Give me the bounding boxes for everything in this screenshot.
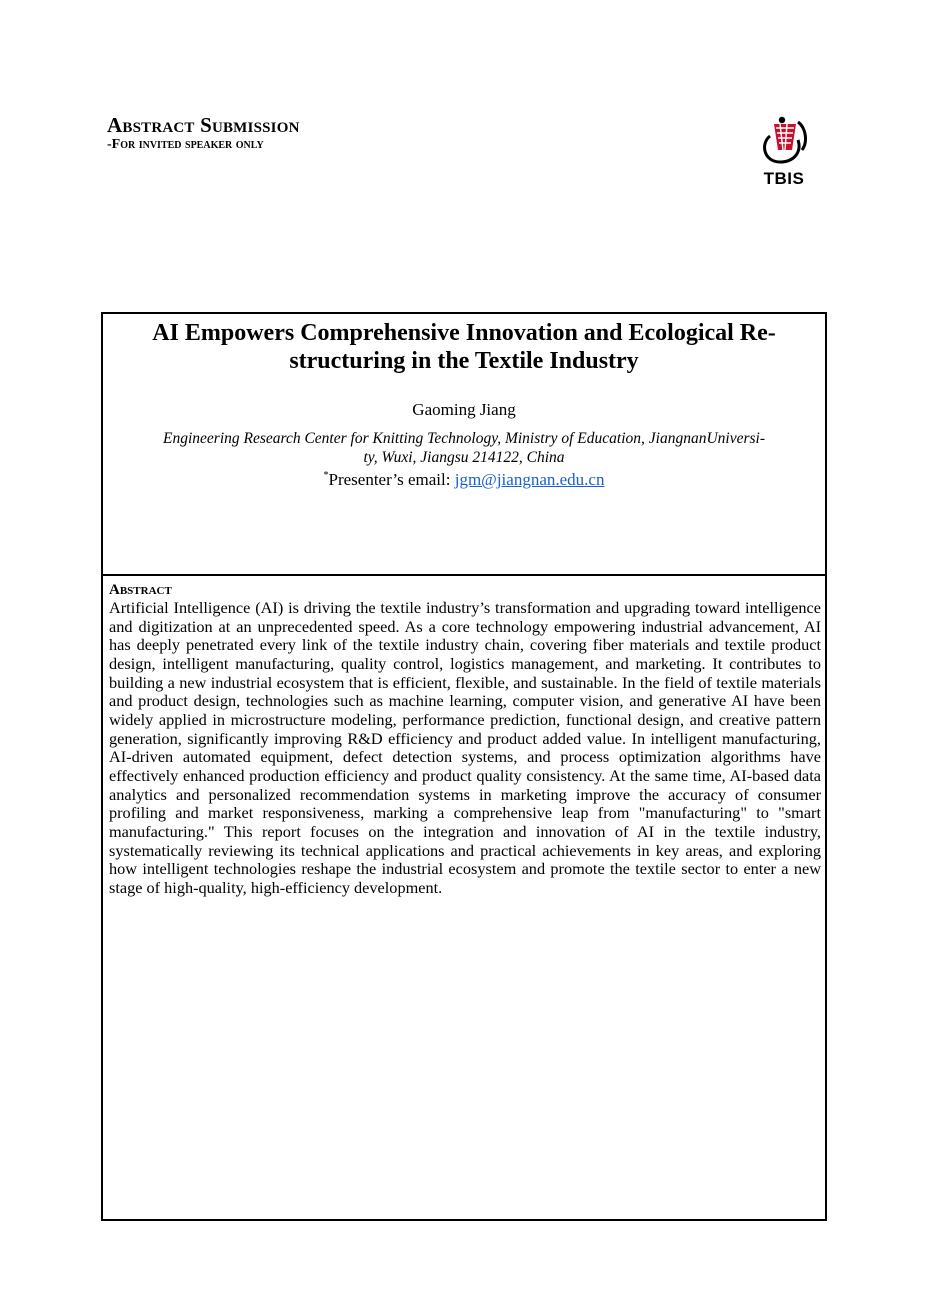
submission-title: Abstract Submission	[107, 113, 300, 137]
abstract-text: Artificial Intelligence (AI) is driving the textile industry’s transformation and upgrading toward intelligence and digitization at an unprecedented speed. As a core technology empowering industrial advancement, AI has deeply penetrated every link of the textile industry chain, covering fiber materials and textile product design, intelligent manufacturing, quality control, logistics management, and marketing. It contributes to building a new industrial ecosystem that is efficient, flexible, and sustainable. In the field of textile materials and product design, technologies such as machine learning, computer vision, and generative AI have been widely applied in microstructure modeling, performance prediction, functional design, and creative pattern generation, significantly improving R&D efficiency and product added value. In intelligent manufacturing, AI-driven automated equipment, defect detection systems, and process optimization algorithms have effectively enhanced production efficiency and product quality consistency. At the same time, AI-based data analytics and personalized recommendation systems in marketing improve the accuracy of consumer profiling and market responsiveness, marking a comprehensive leap from "manufacturing" to "smart manufacturing." This report focuses on the integration and innovation of AI in the textile industry, systematically reviewing its technical applications and practical achievements in key areas, and exploring how intelligent technologies reshape the industrial ecosystem and promote the textile sector to enter a new stage of high-quality, high-efficiency development.	[109, 598, 821, 897]
email-marker: *	[323, 470, 329, 481]
abstract-box	[101, 574, 827, 1221]
paper-info-box	[101, 312, 827, 576]
affiliation-line2: ty, Wuxi, Jiangsu 214122, China	[363, 449, 565, 466]
tbis-logo	[752, 114, 816, 192]
affiliation-line1: Engineering Research Center for Knitting Technology, Ministry of Education, JiangnanUniversi-	[163, 430, 765, 447]
presenter-email-line	[103, 466, 825, 490]
abstract-label: Abstract	[109, 582, 172, 598]
author-name: Gaoming Jiang	[412, 400, 516, 419]
email-link[interactable]: jgm@jiangnan.edu.cn	[454, 470, 605, 489]
affiliation	[103, 429, 825, 467]
paper-title	[103, 319, 825, 375]
email-label: Presenter’s email:	[328, 470, 455, 489]
paper-title-line1: AI Empowers Comprehensive Innovation and Ecological Re-	[152, 320, 776, 346]
submission-header	[107, 114, 300, 153]
paper-title-line2: structuring in the Textile Industry	[289, 348, 639, 374]
submission-note: -For invited speaker only	[107, 137, 264, 152]
tbis-logo-text: TBIS	[763, 169, 805, 188]
tbis-logo-icon	[752, 114, 816, 170]
